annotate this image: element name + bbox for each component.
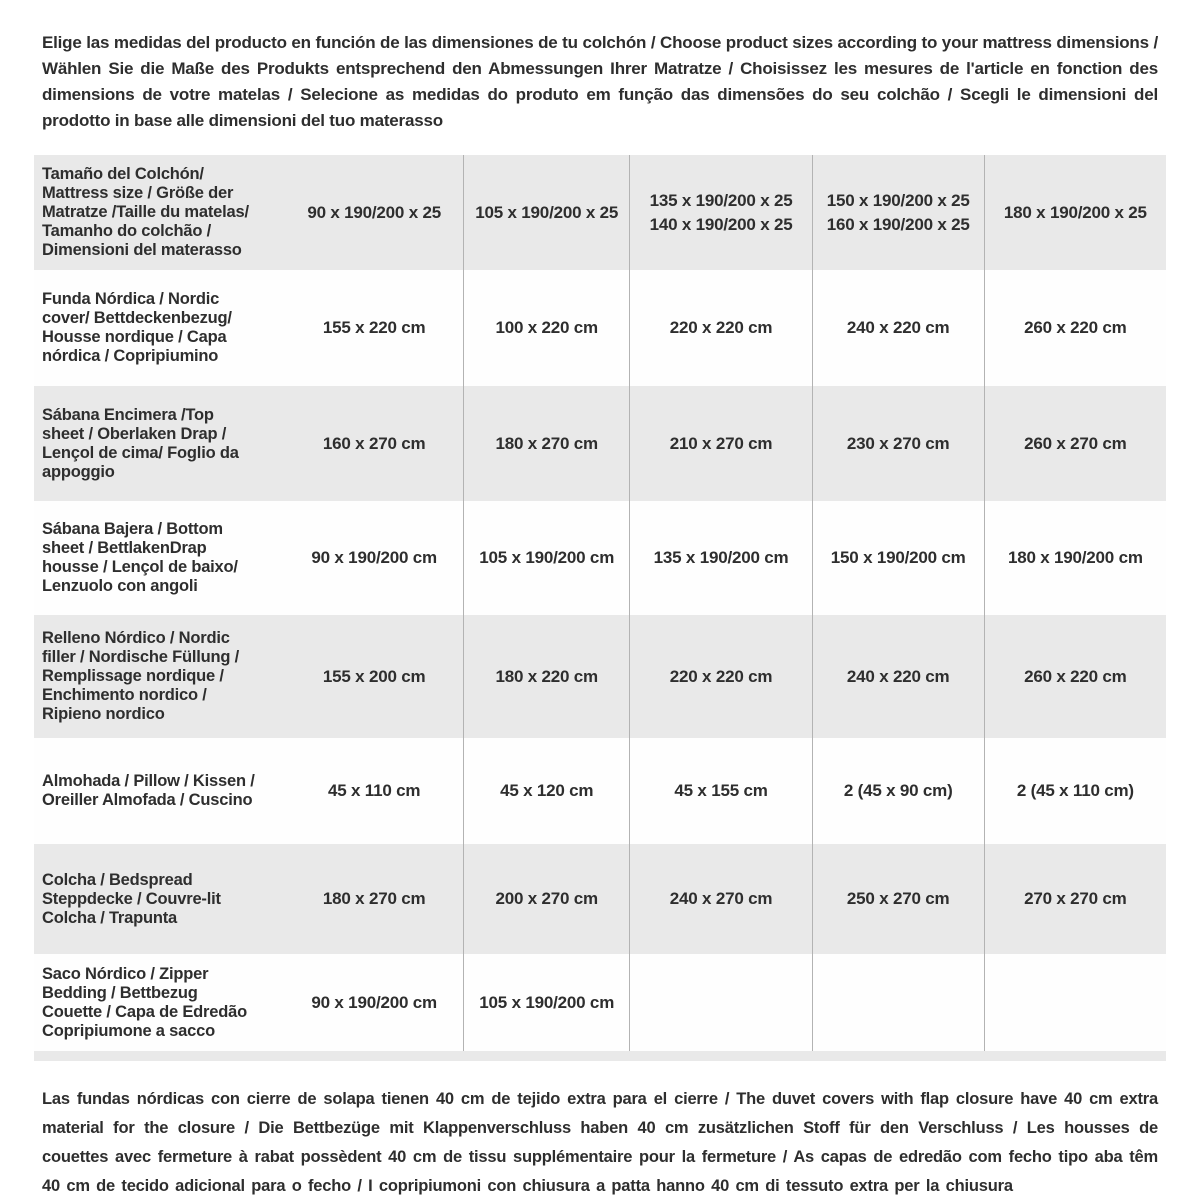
- size-value-cell: 100 x 220 cm: [463, 270, 629, 386]
- size-value-cell: 45 x 120 cm: [463, 738, 629, 844]
- row-label-cell: Funda Nórdica / Nordic cover/ Bettdeckenbezug/ Housse nordique / Capa nórdica / Copripiumino: [42, 290, 232, 365]
- size-value-cell: 240 x 220 cm: [812, 615, 984, 738]
- size-value-cell: 90 x 190/200 cm: [311, 548, 437, 567]
- size-value-cell: 180 x 220 cm: [463, 615, 629, 738]
- row-label-cell: Relleno Nórdico / Nordic filler / Nordische Füllung / Remplissage nordique / Enchimento nordico / Ripieno nordico: [42, 629, 240, 723]
- size-value-cell: 260 x 270 cm: [984, 386, 1166, 501]
- row-label-cell: Sábana Bajera / Bottom sheet / BettlakenDrap housse / Lençol de baixo/ Lenzuolo con angoli: [42, 520, 238, 595]
- size-value-cell: 2 (45 x 110 cm): [984, 738, 1166, 844]
- size-value-cell: 230 x 270 cm: [812, 386, 984, 501]
- intro-paragraph: Elige las medidas del producto en función de las dimensiones de tu colchón / Choose product sizes according to your mattress dimensions / Wählen Sie die Maße des Produkts entsprechend den Abmessungen Ihrer Matratze / Choisissez les mesures de l'article en fonction des dimensions de votre matelas / Selecione as medidas do produto em função das dimensões do seu colchão / Scegli le dimensioni del prodotto in base alle dimensioni del tuo materasso: [42, 33, 1158, 130]
- size-value-cell: 200 x 270 cm: [463, 844, 629, 954]
- row-label-cell: Sábana Encimera /Top sheet / Oberlaken Drap / Lençol de cima/ Foglio da appoggio: [42, 405, 239, 481]
- size-value-cell: 155 x 200 cm: [322, 666, 426, 686]
- size-value-cell: 180 x 190/200 cm: [984, 501, 1166, 615]
- size-value-cell: 220 x 220 cm: [629, 270, 811, 386]
- size-value-cell: 2 (45 x 90 cm): [812, 738, 984, 844]
- size-value-cell: 210 x 270 cm: [629, 386, 811, 501]
- row-label-cell: Colcha / Bedspread Steppdecke / Couvre-lit Colcha / Trapunta: [42, 870, 221, 927]
- size-value-cell: 105 x 190/200 cm: [463, 954, 629, 1051]
- table-row: [34, 270, 1166, 386]
- header-size-cell: 135 x 190/200 x 25 140 x 190/200 x 25: [629, 155, 811, 270]
- header-size-cell: 150 x 190/200 x 25 160 x 190/200 x 25: [812, 155, 984, 270]
- size-value-cell: 45 x 155 cm: [629, 738, 811, 844]
- size-value-cell: [984, 954, 1166, 1051]
- row-label-cell: Almohada / Pillow / Kissen / Oreiller Almofada / Cuscino: [42, 772, 255, 809]
- header-size-cell: 105 x 190/200 x 25: [463, 155, 629, 270]
- size-value-cell: 155 x 220 cm: [322, 318, 426, 337]
- footnote-paragraph: Las fundas nórdicas con cierre de solapa tienen 40 cm de tejido extra para el cierre / The duvet covers with flap closure have 40 cm extra material for the closure / Die Bettbezüge mit Klappenverschluss haben 40 cm zusätzlichen Stoff für den Verschluss / Les housses de couettes avec fermeture à rabat possèdent 40 cm de tissu supplémentaire pour la fermeture / As capas de edredão com fecho tipo aba têm 40 cm de tecido adicional para o fecho / I copripiumoni con chiusura a patta hanno 40 cm di tessuto extra per la chiusura: [42, 1090, 1158, 1195]
- size-value-cell: 240 x 270 cm: [629, 844, 811, 954]
- header-label-cell: Tamaño del Colchón/ Mattress size / Größe der Matratze /Taille du matelas/ Tamanho do colchão / Dimensioni del materasso: [42, 165, 249, 259]
- size-value-cell: 240 x 220 cm: [812, 270, 984, 386]
- size-value-cell: [629, 954, 811, 1051]
- size-value-cell: 220 x 220 cm: [629, 615, 811, 738]
- table-row: [34, 954, 1166, 1051]
- table-row: [34, 386, 1166, 501]
- size-value-cell: 250 x 270 cm: [812, 844, 984, 954]
- size-value-cell: 260 x 220 cm: [984, 615, 1166, 738]
- size-value-cell: 45 x 110 cm: [327, 781, 421, 800]
- header-size-cell: 180 x 190/200 x 25: [984, 155, 1166, 270]
- size-value-cell: [812, 954, 984, 1051]
- size-value-cell: 260 x 220 cm: [984, 270, 1166, 386]
- table-row: [34, 738, 1166, 844]
- size-value-cell: 135 x 190/200 cm: [629, 501, 811, 615]
- header-size-cell: 90 x 190/200 x 25: [307, 202, 441, 222]
- size-value-cell: 105 x 190/200 cm: [463, 501, 629, 615]
- size-value-cell: 160 x 270 cm: [322, 433, 426, 453]
- table-row: [34, 844, 1166, 954]
- table-row: [34, 615, 1166, 738]
- size-table: [34, 155, 1166, 1061]
- row-label-cell: Saco Nórdico / Zipper Bedding / Bettbezug Couette / Capa de Edredão Copripiumone a sacco: [42, 964, 247, 1040]
- table-row: [34, 501, 1166, 615]
- size-value-cell: 180 x 270 cm: [322, 889, 426, 908]
- size-value-cell: 150 x 190/200 cm: [812, 501, 984, 615]
- table-header-row: [34, 155, 1166, 270]
- size-value-cell: 90 x 190/200 cm: [311, 992, 437, 1012]
- size-value-cell: 180 x 270 cm: [463, 386, 629, 501]
- size-value-cell: 270 x 270 cm: [984, 844, 1166, 954]
